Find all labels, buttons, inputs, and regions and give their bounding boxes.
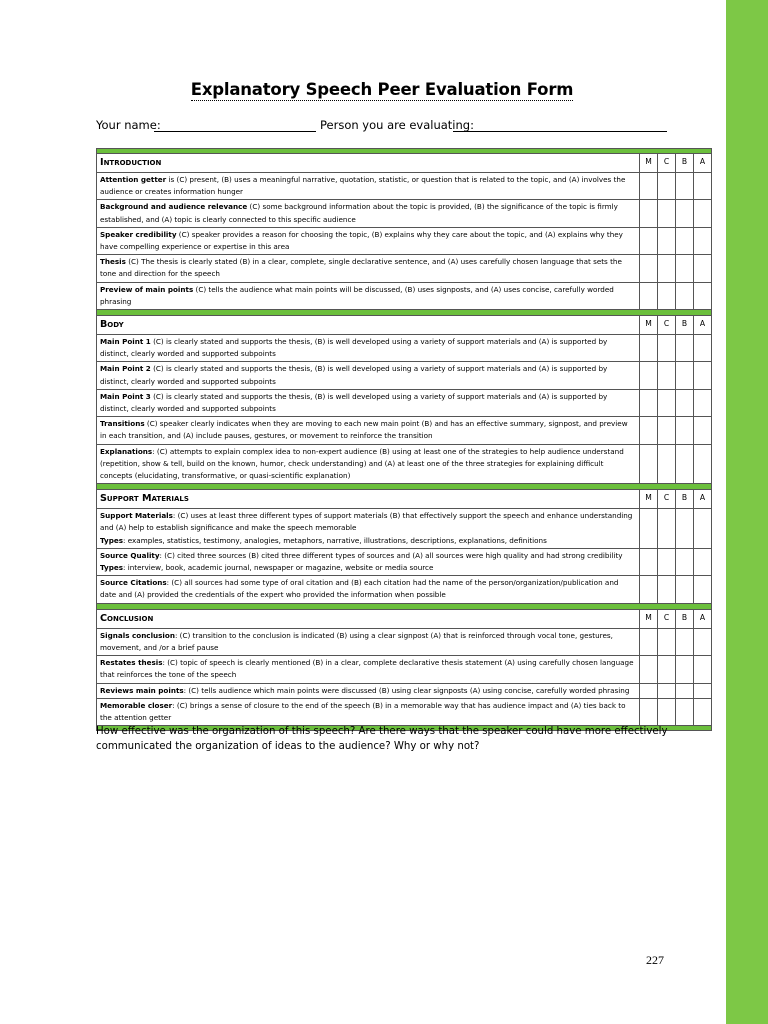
criterion-row (97, 227, 712, 254)
rating-cell[interactable] (676, 698, 694, 725)
criterion-subtext: : interview, book, academic journal, newspaper or magazine, website or media source (123, 563, 434, 573)
rating-cell[interactable] (658, 389, 676, 416)
evaluating-field[interactable] (453, 131, 667, 132)
criterion-name: Speaker credibility (100, 229, 177, 239)
rating-cell[interactable] (694, 255, 712, 282)
criterion-text: : (C) brings a sense of closure to the end of the speech (B) in a memorable way that has audience impact and (A) ties back to the attention getter (100, 700, 626, 722)
section-heading (97, 154, 640, 173)
criterion-description (97, 362, 640, 389)
rating-cell[interactable] (640, 227, 658, 254)
rating-cell[interactable] (694, 417, 712, 444)
criterion-row (97, 509, 712, 549)
criterion-description (97, 576, 640, 603)
rating-cell[interactable] (676, 656, 694, 683)
criterion-row (97, 389, 712, 416)
section-header-row (97, 490, 712, 509)
rating-column-header (658, 609, 676, 628)
rating-column-label: M (645, 612, 652, 622)
rating-cell[interactable] (694, 282, 712, 309)
criterion-row (97, 200, 712, 227)
rating-cell[interactable] (658, 255, 676, 282)
criterion-text: : (C) transition to the conclusion is indicated (B) using a clear signpost (A) that is reinforced through vocal tone, gestures, movement, and /or a brief pause (100, 630, 613, 652)
rating-cell[interactable] (640, 683, 658, 698)
rating-cell[interactable] (658, 173, 676, 200)
section-header-row (97, 154, 712, 173)
rating-cell[interactable] (676, 576, 694, 603)
rating-cell[interactable] (676, 173, 694, 200)
criterion-name: Signals conclusion (100, 630, 175, 640)
your-name-label: Your name: (96, 118, 161, 132)
rating-cell[interactable] (694, 656, 712, 683)
rating-cell[interactable] (676, 362, 694, 389)
section-heading (97, 490, 640, 509)
rating-column-label: A (699, 319, 706, 329)
section-heading (97, 316, 640, 335)
rating-column-header (658, 154, 676, 173)
criterion-description (97, 698, 640, 725)
criterion-subname: Types (100, 535, 124, 545)
criterion-description (97, 389, 640, 416)
rating-column-header (640, 609, 658, 628)
criterion-name: Memorable closer (100, 700, 173, 710)
rating-column-header (676, 609, 694, 628)
criterion-text: is (C) present, (B) uses a meaningful narrative, quotation, statistic, or question that is related to the topic, and (A) involves the audience or creates information hunger (100, 175, 626, 197)
criterion-name: Restates thesis (100, 658, 163, 668)
criterion-row (97, 444, 712, 484)
rating-cell[interactable] (640, 362, 658, 389)
rating-cell[interactable] (658, 362, 676, 389)
rating-cell[interactable] (694, 628, 712, 655)
criterion-name: Explanations (100, 446, 153, 456)
rating-cell[interactable] (658, 444, 676, 484)
criterion-name: Source Citations (100, 578, 167, 588)
criterion-row (97, 548, 712, 575)
rating-column-header (658, 316, 676, 335)
rating-cell[interactable] (694, 200, 712, 227)
rating-cell[interactable] (658, 548, 676, 575)
rating-cell[interactable] (658, 628, 676, 655)
rating-cell[interactable] (658, 509, 676, 549)
evaluating-label: Person you are evaluating: (320, 118, 474, 132)
rating-cell[interactable] (676, 509, 694, 549)
rating-column-header (694, 490, 712, 509)
criterion-name: Source Quality (100, 550, 160, 560)
criterion-row (97, 282, 712, 309)
rating-column-label: A (699, 493, 706, 503)
rating-column-header (658, 490, 676, 509)
rating-cell[interactable] (640, 656, 658, 683)
rating-column-header (640, 316, 658, 335)
rating-cell[interactable] (640, 200, 658, 227)
rating-cell[interactable] (694, 509, 712, 549)
rating-column-header (676, 316, 694, 335)
criterion-row (97, 362, 712, 389)
rating-column-label: M (645, 319, 652, 329)
section-header-row (97, 316, 712, 335)
rating-cell[interactable] (676, 282, 694, 309)
criterion-text: : (C) all sources had some type of oral citation and (B) each citation had the name of the person/organization/publication and date and (A) provided the credentials of the expert who provided the information when possible (100, 578, 619, 600)
rating-cell[interactable] (658, 656, 676, 683)
criterion-name: Reviews main points (100, 685, 184, 695)
criterion-name: Preview of main points (100, 284, 194, 294)
rating-cell[interactable] (658, 417, 676, 444)
rating-column-label: C (663, 612, 670, 622)
section-conclusion (96, 609, 712, 726)
criterion-row (97, 628, 712, 655)
rating-column-header (640, 154, 658, 173)
rating-cell[interactable] (658, 335, 676, 362)
section-heading-text: Introduction (100, 157, 162, 168)
criterion-description (97, 656, 640, 683)
section-heading-text: Body (100, 319, 124, 331)
rating-column-label: C (663, 319, 670, 329)
rating-column-label: M (645, 157, 652, 166)
criterion-text: (C) speaker provides a reason for choosing the topic, (B) explains why they care about the topic, and (A) explains why they have compelling experience or expertise in this area (100, 229, 623, 252)
rating-column-header (676, 154, 694, 173)
rating-column-label: B (681, 157, 688, 166)
criterion-description (97, 282, 640, 309)
rating-cell[interactable] (694, 444, 712, 484)
criterion-text: : (C) uses at least three different types of support materials (B) that effectively support the speech and enhance understanding and (A) help to establish significance and make the speech memorable (100, 511, 633, 533)
rating-column-header (694, 609, 712, 628)
criterion-text: : (C) topic of speech is clearly mentioned (B) in a clear, complete declarative thesis statement (A) using carefully chosen language that reinforces the tone of the speech (100, 658, 634, 680)
rating-cell[interactable] (658, 282, 676, 309)
rating-column-label: B (681, 612, 688, 622)
criterion-name: Attention getter (100, 175, 167, 184)
rating-cell[interactable] (676, 335, 694, 362)
criterion-text: (C) is clearly stated and supports the thesis, (B) is well developed using a variety of support materials and (A) is supported by distinct, clearly worded and supported subpoints (100, 391, 608, 414)
section-heading-text: Conclusion (100, 612, 154, 624)
criterion-text: : (C) tells audience which main points were discussed (B) using clear signposts (A) using concise, carefully worded phrasing (183, 685, 630, 695)
rating-cell[interactable] (694, 362, 712, 389)
rating-cell[interactable] (676, 200, 694, 227)
rating-cell[interactable] (676, 683, 694, 698)
reflection-question: How effective was the organization of this speech? Are there ways that the speaker could have more effectively communicated the organization of ideas to the audience? Why or why not? (96, 726, 668, 752)
rating-cell[interactable] (658, 576, 676, 603)
criterion-description (97, 509, 640, 549)
rating-cell[interactable] (694, 576, 712, 603)
section-header-row (97, 609, 712, 628)
criterion-description (97, 335, 640, 362)
rating-cell[interactable] (640, 335, 658, 362)
rating-column-label: M (645, 493, 652, 503)
page-edge-color-bar (726, 0, 768, 1024)
criterion-description (97, 200, 640, 227)
rating-cell[interactable] (640, 282, 658, 309)
rating-cell[interactable] (640, 576, 658, 603)
rating-column-label: B (681, 319, 688, 329)
criterion-text: : (C) attempts to explain complex idea to non-expert audience (B) using at least one of the strategies to help audience understand (repetition, show & tell, build on the known, humor, check understanding) and (A) at least one of the three strategies for explaining difficult concepts (elucidating, transformative, or quasi-scientific explanation) (100, 446, 624, 481)
rating-cell[interactable] (658, 200, 676, 227)
rating-cell[interactable] (640, 173, 658, 200)
page-number: 227 (646, 953, 664, 967)
rating-cell[interactable] (694, 698, 712, 725)
rating-cell[interactable] (640, 255, 658, 282)
rating-cell[interactable] (676, 548, 694, 575)
rating-cell[interactable] (676, 628, 694, 655)
rating-cell[interactable] (694, 173, 712, 200)
section-body (96, 315, 712, 484)
rating-cell[interactable] (676, 255, 694, 282)
rating-cell[interactable] (640, 628, 658, 655)
rating-cell[interactable] (694, 227, 712, 254)
section-heading-text: Support Materials (100, 493, 189, 505)
criterion-row (97, 255, 712, 282)
rating-column-label: A (699, 157, 706, 166)
rating-cell[interactable] (676, 227, 694, 254)
rating-column-label: A (699, 612, 706, 622)
criterion-text: : (C) cited three sources (B) cited three different types of sources and (A) all sources were high quality and had strong credibility (159, 550, 623, 560)
rating-column-label: C (663, 493, 670, 503)
form-title: Explanatory Speech Peer Evaluation Form (190, 80, 574, 99)
rating-cell[interactable] (640, 417, 658, 444)
criterion-text: (C) speaker clearly indicates when they are moving to each new main point (B) and has an effective summary, signpost, and preview in each transition, and (A) include pauses, gestures, or movement to reinforce the transition (100, 419, 628, 441)
criterion-description (97, 683, 640, 698)
rating-cell[interactable] (694, 548, 712, 575)
criterion-description (97, 255, 640, 282)
criterion-text: (C) is clearly stated and supports the thesis, (B) is well developed using a variety of support materials and (A) is supported by distinct, clearly worded and supported subpoints (100, 337, 608, 359)
rating-column-header (694, 154, 712, 173)
rating-cell[interactable] (640, 548, 658, 575)
criterion-name: Background and audience relevance (100, 202, 248, 212)
section-support-materials (96, 489, 712, 603)
section-heading (97, 609, 640, 628)
rating-cell[interactable] (640, 698, 658, 725)
rating-cell[interactable] (658, 227, 676, 254)
criterion-subname: Types (100, 563, 124, 573)
rating-cell[interactable] (694, 389, 712, 416)
rating-cell[interactable] (676, 444, 694, 484)
rating-column-label: C (663, 157, 670, 166)
criterion-name: Thesis (100, 257, 126, 267)
rating-column-header (640, 490, 658, 509)
criterion-subtext: : examples, statistics, testimony, analogies, metaphors, narrative, illustrations, descriptions, explanations, definitions (123, 535, 547, 545)
rating-cell[interactable] (658, 683, 676, 698)
criterion-description (97, 417, 640, 444)
rating-column-label: B (681, 493, 688, 503)
criterion-text: (C) The thesis is clearly stated (B) in a clear, complete, single declarative sentence, and (A) uses carefully chosen language that sets the tone and direction for the speech (100, 257, 622, 279)
rating-column-header (676, 490, 694, 509)
rating-cell[interactable] (640, 509, 658, 549)
criterion-name: Support Materials (100, 511, 173, 521)
criterion-description (97, 444, 640, 484)
rating-cell[interactable] (658, 698, 676, 725)
criterion-name: Transitions (100, 419, 145, 429)
rating-cell[interactable] (640, 389, 658, 416)
criterion-description (97, 227, 640, 254)
criterion-row (97, 683, 712, 698)
evaluation-table (96, 148, 712, 731)
criterion-row (97, 173, 712, 200)
rating-cell[interactable] (676, 389, 694, 416)
criterion-text: (C) tells the audience what main points will be discussed, (B) uses signposts, and (A) uses concise, carefully worded phrasing (100, 284, 614, 306)
rating-column-header (694, 316, 712, 335)
your-name-field[interactable] (154, 131, 316, 132)
criterion-name: Main Point 2 (100, 364, 151, 374)
criterion-row (97, 656, 712, 683)
criterion-name: Main Point 3 (100, 391, 151, 401)
criterion-row (97, 576, 712, 603)
criterion-row (97, 417, 712, 444)
section-introduction (96, 153, 712, 310)
rating-cell[interactable] (640, 444, 658, 484)
rating-cell[interactable] (694, 335, 712, 362)
criterion-text: (C) some background information about the topic is provided, (B) the significance of the topic is firmly established, and (A) topic is clearly connected to this specific audience (100, 202, 618, 224)
criterion-row (97, 698, 712, 725)
rating-cell[interactable] (676, 417, 694, 444)
criterion-name: Main Point 1 (100, 337, 151, 347)
rating-cell[interactable] (694, 683, 712, 698)
criterion-description (97, 548, 640, 575)
criterion-text: (C) is clearly stated and supports the thesis, (B) is well developed using a variety of support materials and (A) is supported by distinct, clearly worded and supported subpoints (100, 364, 608, 386)
criterion-description (97, 173, 640, 200)
criterion-row (97, 335, 712, 362)
criterion-description (97, 628, 640, 655)
